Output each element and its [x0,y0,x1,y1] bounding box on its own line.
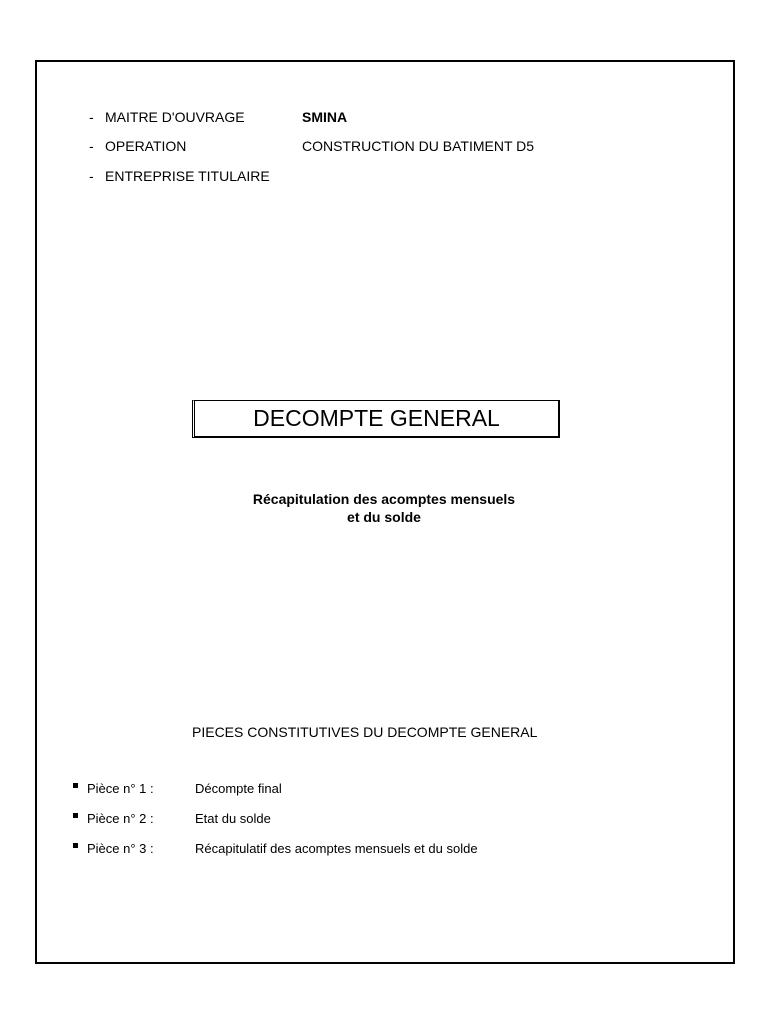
info-label-maitre-ouvrage: MAITRE D'OUVRAGE [105,109,245,125]
info-row-entreprise [89,167,270,185]
info-row-maitre-ouvrage [89,108,348,126]
document-title-box [192,400,560,438]
piece-label: Pièce n° 2 : [87,811,154,826]
subtitle-line-1: Récapitulation des acomptes mensuels [252,491,516,507]
info-value-operation: CONSTRUCTION DU BATIMENT D5 [302,138,535,154]
piece-description: Etat du solde [195,811,271,826]
pieces-heading: PIECES CONSTITUTIVES DU DECOMPTE GENERAL [192,724,538,740]
info-value-maitre-ouvrage: SMINA [302,109,348,125]
subtitle-line-2: et du solde [347,509,421,525]
info-label-operation: OPERATION [105,138,187,154]
square-bullet-icon [73,783,78,788]
list-dash: - [89,168,94,184]
piece-description: Décompte final [195,781,282,796]
piece-description: Récapitulatif des acomptes mensuels et du solde [195,841,478,856]
info-label-entreprise: ENTREPRISE TITULAIRE [105,168,270,184]
square-bullet-icon [73,843,78,848]
list-dash: - [89,138,94,154]
list-dash: - [89,109,94,125]
info-row-operation [89,137,535,155]
square-bullet-icon [73,813,78,818]
piece-label: Pièce n° 1 : [87,781,154,796]
document-title: DECOMPTE GENERAL [253,405,500,431]
piece-label: Pièce n° 3 : [87,841,154,856]
